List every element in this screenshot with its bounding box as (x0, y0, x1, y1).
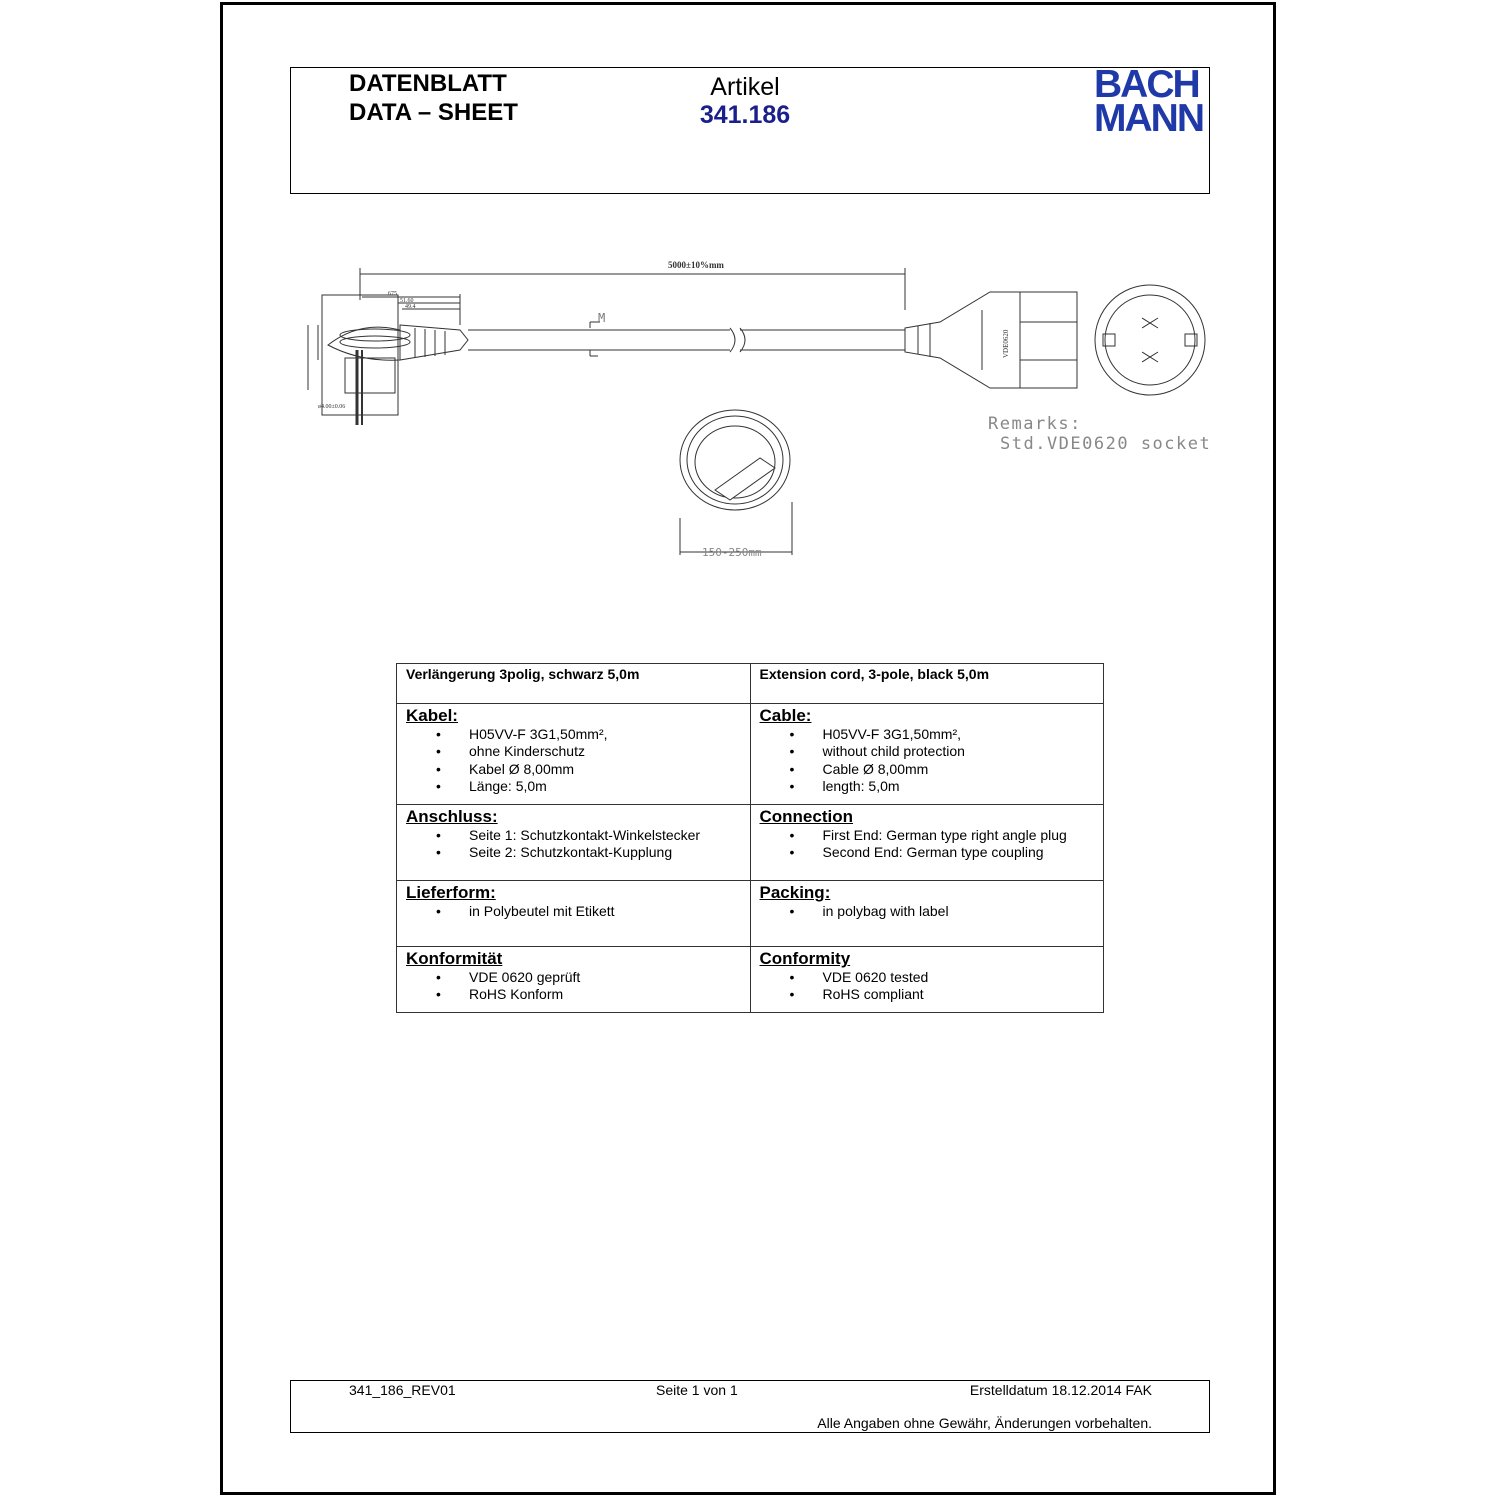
bachmann-logo (1094, 63, 1204, 140)
list-item: • Second End: German type coupling (760, 844, 1095, 861)
title-cell-english: Extension cord, 3-pole, black 5,0m (750, 664, 1104, 704)
connection-cell-german (397, 805, 751, 881)
packing-cell-german (397, 881, 751, 947)
spec-row-connection (397, 805, 1104, 881)
section-heading: Conformity (759, 949, 851, 968)
technical-drawing (300, 250, 1220, 570)
length-label: 5000±10%mm (668, 260, 724, 270)
article-number: 341.186 (699, 101, 791, 129)
socket-front-outer (1095, 285, 1205, 395)
title-cell-german: Verlängerung 3polig, schwarz 5,0m (397, 664, 751, 704)
list-item: • ohne Kinderschutz (406, 743, 741, 760)
title-german: DATENBLATT (349, 70, 507, 97)
footer-created-date: Erstelldatum 18.12.2014 FAK (969, 1382, 1152, 1398)
remarks-text: Std.VDE0620 socket (1000, 434, 1212, 454)
dim-label-3: 49.4 (405, 304, 416, 310)
list-item: • VDE 0620 tested (760, 969, 1095, 986)
logo-line-1: BACH (1094, 63, 1199, 106)
section-heading: Cable: (759, 706, 812, 725)
list-item: • VDE 0620 geprüft (406, 969, 741, 986)
section-heading: Connection (759, 807, 853, 826)
dim-label-2: 51.60 (400, 298, 414, 304)
spec-table (396, 663, 1104, 1013)
title-english: DATA – SHEET (349, 99, 518, 126)
cable-cell-english (750, 704, 1104, 805)
list-item: • First End: German type right angle plug (760, 827, 1095, 844)
plug-outline (322, 295, 398, 415)
logo-line-2: MANN (1094, 97, 1203, 140)
section-heading: Konformität (406, 949, 503, 968)
list-item: • length: 5,0m (760, 778, 1095, 795)
list-item: • without child protection (760, 743, 1095, 760)
footer-disclaimer: Alle Angaben ohne Gewähr, Änderungen vorbehalten. (817, 1415, 1152, 1431)
section-heading: Packing: (759, 883, 831, 902)
list-item: • in Polybeutel mit Etikett (406, 903, 741, 920)
list-item: • H05VV-F 3G1,50mm², (760, 726, 1095, 743)
footer-doc-id: 341_186_REV01 (349, 1382, 456, 1398)
spec-title-row (397, 664, 1104, 704)
connection-cell-english (750, 805, 1104, 881)
dim-label-1: 675 (388, 291, 397, 297)
packing-cell-english (750, 881, 1104, 947)
coupling-text: VDE0620 (1002, 329, 1010, 358)
section-heading: Anschluss: (406, 807, 498, 826)
conformity-cell-english (750, 947, 1104, 1013)
spec-row-cable (397, 704, 1104, 805)
list-item: • RoHS compliant (760, 986, 1095, 1003)
list-item: • Kabel Ø 8,00mm (406, 761, 741, 778)
article-label: Artikel (710, 73, 780, 101)
dim-label-7: ø4.00±0.06 (318, 404, 346, 410)
list-item: • RoHS Konform (406, 986, 741, 1003)
spec-row-conformity (397, 947, 1104, 1013)
list-item: • Länge: 5,0m (406, 778, 741, 795)
section-heading: Lieferform: (406, 883, 496, 902)
coil-dimension-label: 150-250mm (702, 546, 762, 559)
spec-row-packing (397, 881, 1104, 947)
remarks (988, 414, 1211, 454)
list-item: • Seite 2: Schutzkontakt-Kupplung (406, 844, 741, 861)
plug-face (328, 327, 400, 360)
list-item: • Cable Ø 8,00mm (760, 761, 1095, 778)
conformity-cell-german (397, 947, 751, 1013)
list-item: • H05VV-F 3G1,50mm², (406, 726, 741, 743)
cable-cell-german (397, 704, 751, 805)
section-heading: Kabel: (406, 706, 458, 725)
list-item: • in polybag with label (760, 903, 1095, 920)
list-item: • Seite 1: Schutzkontakt-Winkelstecker (406, 827, 741, 844)
footer-page-number: Seite 1 von 1 (656, 1382, 738, 1398)
m-label: M (598, 311, 606, 325)
coupling-socket (1020, 292, 1077, 388)
remarks-heading: Remarks: (988, 414, 1082, 434)
